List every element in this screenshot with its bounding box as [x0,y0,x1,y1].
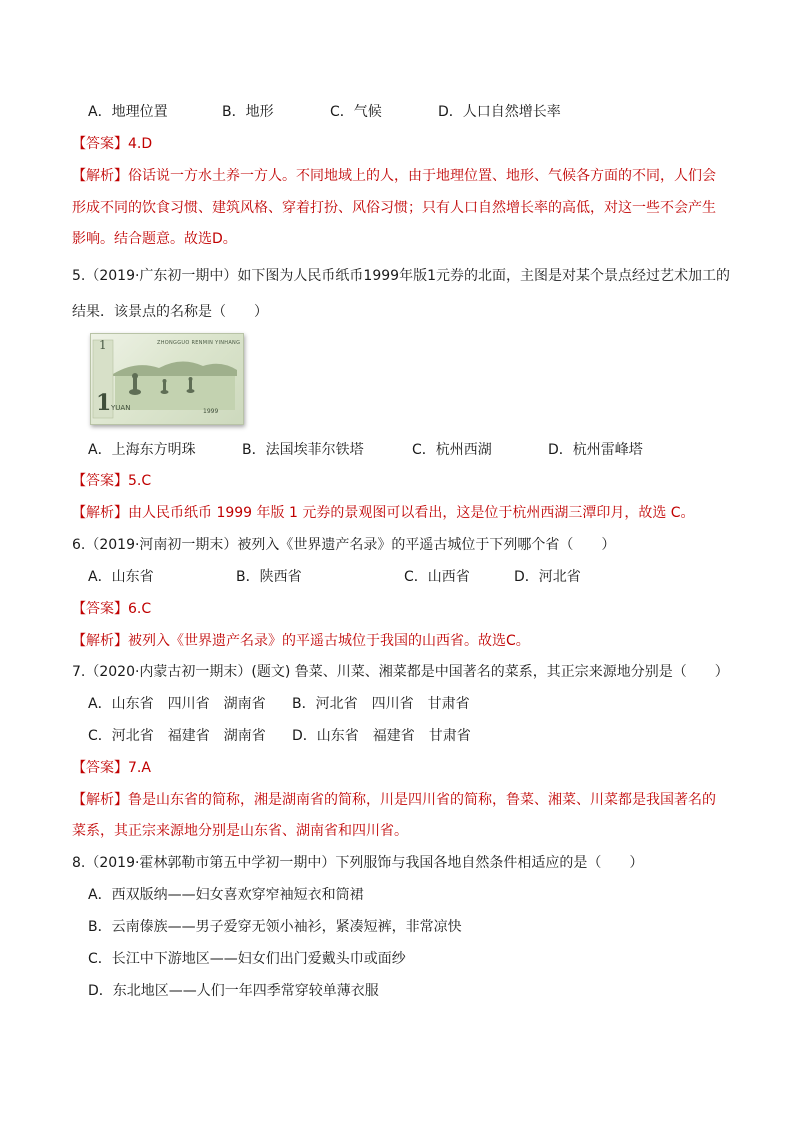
answer-tag: 【答案】 [72,136,128,152]
q4-analysis-line-1 [72,166,716,186]
answer-value: 7.A [128,760,151,776]
banknote-top-text: ZHONGGUO RENMIN YINHANG [157,340,241,346]
answer-tag: 【答案】 [72,601,128,617]
q8-option-c: C．长江中下游地区——妇女们出门爱戴头巾或面纱 [88,951,406,967]
analysis-text: 鲁是山东省的简称，湘是湖南省的简称，川是四川省的简称，鲁菜、湘菜、川菜都是我国著名的 [128,792,716,808]
q4-analysis-line-2: 形成不同的饮食习惯、建筑风格、穿着打扮、风俗习惯；只有人口自然增长率的高低，对这一些不会产生 [72,200,716,216]
answer-value: 5.C [128,473,152,489]
q6-analysis [72,631,530,651]
answer-tag: 【答案】 [72,473,128,489]
q4-answer [72,134,152,154]
q6-option-a: A．山东省 [88,569,154,585]
q4-option-b: B．地形 [222,104,274,120]
banknote-denomination-top: 1 [99,338,107,352]
q7-option-c: C．河北省 福建省 湖南省 [88,728,266,744]
q8-stem: 8.（2019·霍林郭勒市第五中学初一期中）下列服饰与我国各地自然条件相适应的是（ ） [72,855,644,871]
q7-analysis-line-2: 菜系，其正宗来源地分别是山东省、湖南省和四川省。 [72,823,408,839]
q5-analysis [72,503,695,523]
q7-option-b: B．河北省 四川省 甘肃省 [292,696,470,712]
q7-option-d: D．山东省 福建省 甘肃省 [292,728,471,744]
q4-option-a: A．地理位置 [88,104,168,120]
q5-answer [72,471,151,491]
banknote-unit: YUAN [111,404,131,412]
answer-tag: 【答案】 [72,760,128,776]
analysis-text: 由人民币纸币 1999 年版 1 元券的景观图可以看出，这是位于杭州西湖三潭印月，故选 C。 [128,505,695,521]
analysis-tag: 【解析】 [72,168,128,184]
q4-analysis-line-3: 影响。结合题意。故选D。 [72,231,237,247]
analysis-tag: 【解析】 [72,633,128,649]
q5-stem-line-1: 5.（2019·广东初一期中）如下图为人民币纸币1999年版1元券的北面，主图是对某个景点经过艺术加工的 [72,268,730,284]
q6-answer [72,599,151,619]
q6-option-b: B．陕西省 [236,569,302,585]
q8-option-b: B．云南傣族——男子爱穿无领小袖衫，紧凑短裤，非常凉快 [88,919,462,935]
q4-option-d: D．人口自然增长率 [438,104,561,120]
banknote-image [90,333,244,425]
q7-stem: 7.（2020·内蒙古初一期末）(题文) 鲁菜、川菜、湘菜都是中国著名的菜系，其正宗来源地分别是（ ） [72,664,729,680]
q5-option-c: C．杭州西湖 [412,442,492,458]
analysis-tag: 【解析】 [72,505,128,521]
q8-option-d: D．东北地区——人们一年四季常穿较单薄衣服 [88,983,379,999]
q6-option-d: D．河北省 [514,569,581,585]
q7-answer [72,758,151,778]
q7-analysis-line-1 [72,790,716,810]
banknote-year: 1999 [203,408,219,415]
q6-stem: 6.（2019·河南初一期末）被列入《世界遗产名录》的平遥古城位于下列哪个省（ ） [72,537,616,553]
analysis-text: 被列入《世界遗产名录》的平遥古城位于我国的山西省。故选C。 [128,633,530,649]
analysis-tag: 【解析】 [72,792,128,808]
q5-option-b: B．法国埃菲尔铁塔 [242,442,364,458]
q4-option-c: C．气候 [330,104,382,120]
answer-value: 4.D [128,136,153,152]
q5-stem-line-2: 结果．该景点的名称是（ ） [72,304,268,320]
answer-value: 6.C [128,601,152,617]
q8-option-a: A．西双版纳——妇女喜欢穿窄袖短衣和筒裙 [88,887,364,903]
q6-option-c: C．山西省 [404,569,470,585]
analysis-text: 俗话说一方水土养一方人。不同地域上的人，由于地理位置、地形、气候各方面的不同，人们会 [128,168,716,184]
q5-option-a: A．上海东方明珠 [88,442,196,458]
q5-option-d: D．杭州雷峰塔 [548,442,643,458]
banknote-denomination-bottom: 1 [96,390,112,416]
q7-option-a: A．山东省 四川省 湖南省 [88,696,266,712]
